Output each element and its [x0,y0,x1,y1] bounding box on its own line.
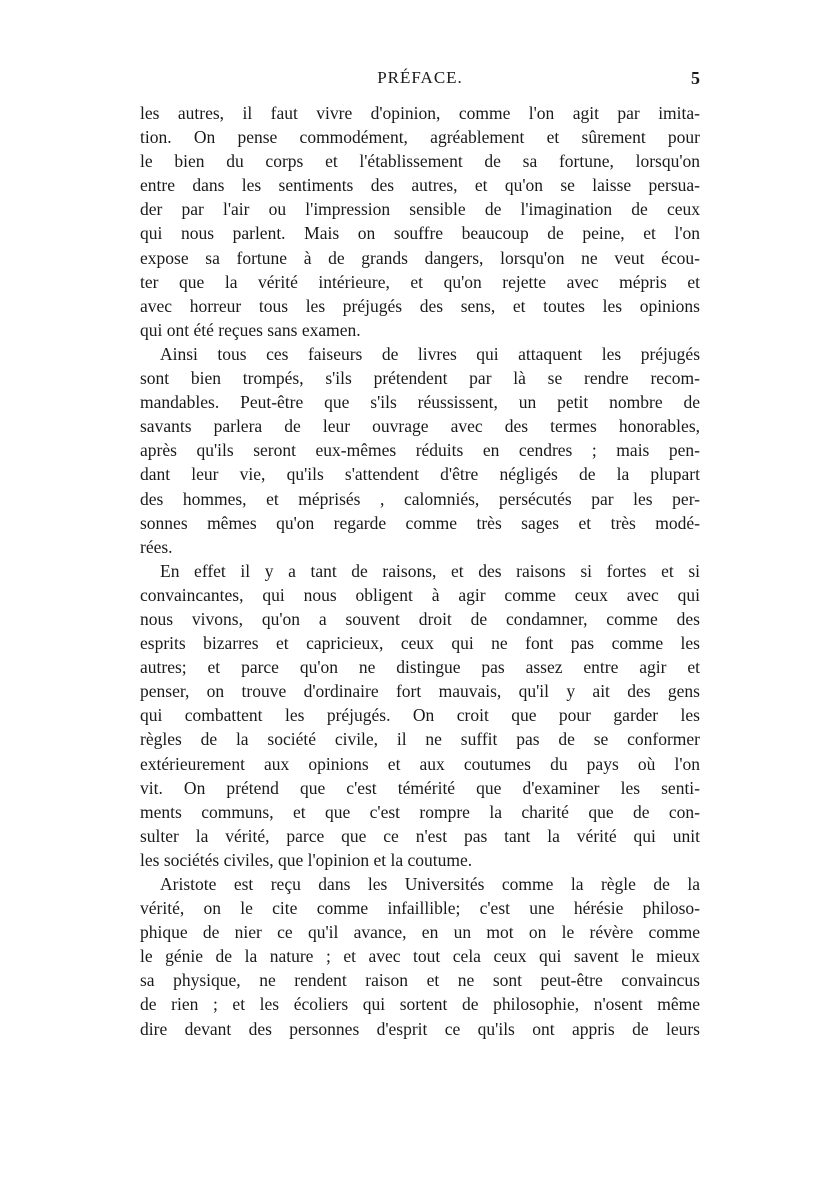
paragraph [140,101,700,342]
text-line: qui ont été reçues sans examen. [140,319,361,340]
text-line: entre dans les sentiments des autres, et qu'on se laisse persua- [140,175,700,196]
text-line: les sociétés civiles, que l'opinion et la coutume. [140,849,473,870]
text-line: Ainsi tous ces faiseurs de livres qui attaquent les préjugés [160,343,700,364]
running-head [140,68,700,92]
text-line: règles de la société civile, il ne suffit pas de se conformer [140,729,700,750]
text-line: nous vivons, qu'on a souvent droit de condamner, comme des [140,608,700,629]
text-line: ter que la vérité intérieure, et qu'on rejette avec mépris et [140,271,700,292]
text-line: de rien ; et les écoliers qui sortent de philosophie, n'osent même [140,994,700,1015]
text-line: sonnes mêmes qu'on regarde comme très sages et très modé- [140,512,700,533]
text-line: En effet il y a tant de raisons, et des raisons si fortes et si [160,560,700,581]
text-line: tion. On pense commodément, agréablement et sûrement pour [140,127,700,148]
text-line: le bien du corps et l'établissement de sa fortune, lorsqu'on [140,151,700,172]
text-line: vit. On prétend que c'est témérité que d'examiner les senti- [140,777,700,798]
text-line: vérité, on le cite comme infaillible; c'est une hérésie philoso- [140,898,700,919]
text-line: sa physique, ne rendent raison et ne sont peut-être convaincus [140,970,700,991]
running-title: PRÉFACE. [377,68,463,87]
paragraph [140,872,700,1041]
text-line: dire devant des personnes d'esprit ce qu'ils ont appris de leurs [140,1018,700,1039]
text-line: qui nous parlent. Mais on souffre beaucoup de peine, et l'on [140,223,700,244]
text-line: extérieurement aux opinions et aux coutumes du pays où l'on [140,753,700,774]
text-line: savants parlera de leur ouvrage avec des termes honorables, [140,416,700,437]
text-line: der par l'air ou l'impression sensible de l'imagination de ceux [140,199,700,220]
text-line: le génie de la nature ; et avec tout cela ceux qui savent le mieux [140,946,700,967]
text-line: des hommes, et méprisés , calomniés, persécutés par les per- [140,488,700,509]
text-line: expose sa fortune à de grands dangers, lorsqu'on ne veut écou- [140,247,700,268]
text-line: penser, on trouve d'ordinaire fort mauvais, qu'il y ait des gens [140,681,700,702]
text-line: mandables. Peut-être que s'ils réussissent, un petit nombre de [140,392,700,413]
text-line: avec horreur tous les préjugés des sens, et toutes les opinions [140,295,700,316]
page-number: 5 [691,68,700,88]
body-text [140,101,700,1041]
text-line: dant leur vie, qu'ils s'attendent d'être négligés de la plupart [140,464,700,485]
text-line: rées. [140,536,173,557]
text-line: sont bien trompés, s'ils prétendent par là se rendre recom- [140,368,700,389]
text-line: ments communs, et que c'est rompre la charité que de con- [140,801,700,822]
text-line: les autres, il faut vivre d'opinion, comme l'on agit par imita- [140,103,700,123]
text-line: convaincantes, qui nous obligent à agir comme ceux avec qui [140,584,700,605]
paragraph [140,559,700,872]
text-line: Aristote est reçu dans les Universités comme la règle de la [160,874,700,894]
text-line: esprits bizarres et capricieux, ceux qui ne font pas comme les [140,633,700,654]
text-line: autres; et parce qu'on ne distingue pas assez entre agir et [140,657,700,678]
text-line: après qu'ils seront eux-mêmes réduits en cendres ; mais pen- [140,440,700,461]
paragraph [140,342,700,559]
text-line: qui combattent les préjugés. On croit que pour garder les [140,705,700,726]
text-line: sulter la vérité, parce que ce n'est pas tant la vérité qui unit [140,825,700,846]
text-line: phique de nier ce qu'il avance, en un mot on le révère comme [140,922,700,943]
